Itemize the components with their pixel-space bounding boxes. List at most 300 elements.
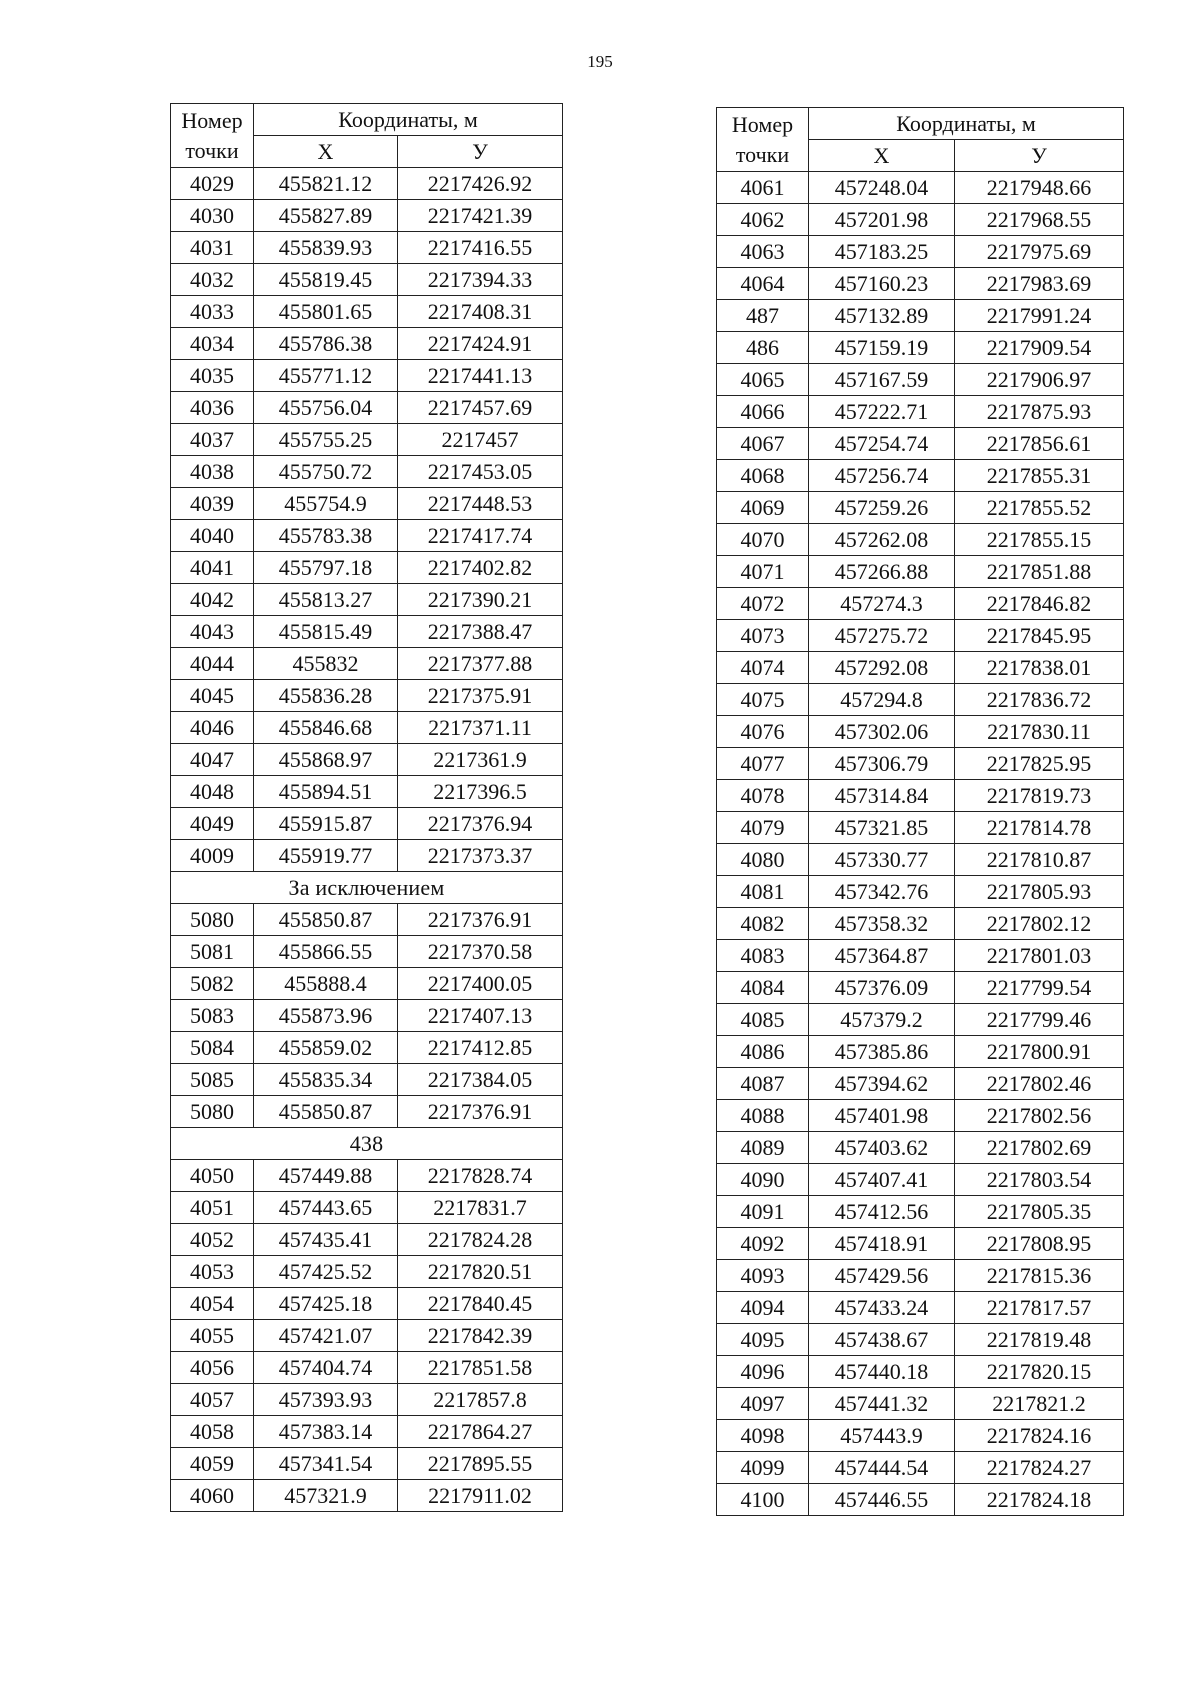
x-coordinate-cell: 455850.87 (254, 904, 398, 936)
point-number-cell: 5080 (171, 1096, 254, 1128)
y-coordinate-cell: 2217805.93 (955, 876, 1124, 908)
table-row (171, 1064, 563, 1096)
table-row (717, 492, 1124, 524)
x-coordinate-cell: 457254.74 (809, 428, 955, 460)
table-row (171, 1192, 563, 1224)
section-title: За исключением (171, 872, 563, 904)
x-coordinate-cell: 455783.38 (254, 520, 398, 552)
y-coordinate-cell: 2217968.55 (955, 204, 1124, 236)
point-number-cell: 4063 (717, 236, 809, 268)
x-coordinate-cell: 455894.51 (254, 776, 398, 808)
x-coordinate-cell: 455750.72 (254, 456, 398, 488)
x-coordinate-cell: 457443.65 (254, 1192, 398, 1224)
point-number-cell: 4099 (717, 1452, 809, 1484)
x-coordinate-cell: 455832 (254, 648, 398, 680)
y-coordinate-cell: 2217376.91 (398, 1096, 563, 1128)
y-coordinate-cell: 2217808.95 (955, 1228, 1124, 1260)
x-coordinate-cell: 455835.34 (254, 1064, 398, 1096)
x-coordinate-cell: 457256.74 (809, 460, 955, 492)
point-number-cell: 4058 (171, 1416, 254, 1448)
point-number-cell: 4044 (171, 648, 254, 680)
y-coordinate-cell: 2217817.57 (955, 1292, 1124, 1324)
x-coordinate-cell: 457364.87 (809, 940, 955, 972)
section-row (171, 1128, 563, 1160)
point-number-cell: 5082 (171, 968, 254, 1000)
table-row (717, 1260, 1124, 1292)
table-row (171, 1352, 563, 1384)
y-coordinate-cell: 2217412.85 (398, 1032, 563, 1064)
point-number-cell: 4079 (717, 812, 809, 844)
y-coordinate-cell: 2217424.91 (398, 328, 563, 360)
point-number-cell: 4098 (717, 1420, 809, 1452)
y-coordinate-cell: 2217384.05 (398, 1064, 563, 1096)
x-coordinate-cell: 455873.96 (254, 1000, 398, 1032)
x-coordinate-cell: 457183.25 (809, 236, 955, 268)
table-row (717, 972, 1124, 1004)
y-coordinate-cell: 2217457.69 (398, 392, 563, 424)
y-coordinate-cell: 2217802.56 (955, 1100, 1124, 1132)
y-coordinate-cell: 2217441.13 (398, 360, 563, 392)
x-coordinate-cell: 455755.25 (254, 424, 398, 456)
table-row (717, 1484, 1124, 1516)
table-row (717, 1388, 1124, 1420)
point-number-cell: 4009 (171, 840, 254, 872)
y-coordinate-cell: 2217836.72 (955, 684, 1124, 716)
point-number-cell: 4034 (171, 328, 254, 360)
x-coordinate-cell: 457266.88 (809, 556, 955, 588)
point-number-cell: 4049 (171, 808, 254, 840)
point-number-cell: 4036 (171, 392, 254, 424)
point-number-cell: 4060 (171, 1480, 254, 1512)
table-row (717, 908, 1124, 940)
table-row (171, 776, 563, 808)
y-coordinate-cell: 2217875.93 (955, 396, 1124, 428)
table-row (717, 236, 1124, 268)
point-number-cell: 4090 (717, 1164, 809, 1196)
x-coordinate-cell: 457425.18 (254, 1288, 398, 1320)
header-x: X (254, 136, 398, 168)
table-row (717, 428, 1124, 460)
x-coordinate-cell: 457379.2 (809, 1004, 955, 1036)
x-coordinate-cell: 457446.55 (809, 1484, 955, 1516)
x-coordinate-cell: 457275.72 (809, 620, 955, 652)
y-coordinate-cell: 2217815.36 (955, 1260, 1124, 1292)
header-coordinates: Координаты, м (254, 104, 563, 136)
table-row (171, 456, 563, 488)
x-coordinate-cell: 457394.62 (809, 1068, 955, 1100)
header-point-line2: точки (735, 141, 790, 167)
table-row (171, 264, 563, 296)
table-row (717, 204, 1124, 236)
point-number-cell: 4084 (717, 972, 809, 1004)
x-coordinate-cell: 457306.79 (809, 748, 955, 780)
x-coordinate-cell: 457358.32 (809, 908, 955, 940)
table-row (717, 300, 1124, 332)
x-coordinate-cell: 457385.86 (809, 1036, 955, 1068)
table-row (171, 712, 563, 744)
x-coordinate-cell: 457449.88 (254, 1160, 398, 1192)
x-coordinate-cell: 457418.91 (809, 1228, 955, 1260)
table-row (171, 904, 563, 936)
table-row (171, 616, 563, 648)
y-coordinate-cell: 2217856.61 (955, 428, 1124, 460)
point-number-cell: 4078 (717, 780, 809, 812)
y-coordinate-cell: 2217838.01 (955, 652, 1124, 684)
point-number-cell: 4040 (171, 520, 254, 552)
point-number-cell: 4085 (717, 1004, 809, 1036)
point-number-cell: 4059 (171, 1448, 254, 1480)
point-number-cell: 4080 (717, 844, 809, 876)
table-row (717, 332, 1124, 364)
table-row (717, 876, 1124, 908)
x-coordinate-cell: 457201.98 (809, 204, 955, 236)
table-row (171, 1288, 563, 1320)
table-row (171, 296, 563, 328)
table-row (171, 232, 563, 264)
x-coordinate-cell: 457314.84 (809, 780, 955, 812)
header-coordinates: Координаты, м (809, 108, 1124, 140)
table-row (717, 748, 1124, 780)
y-coordinate-cell: 2217810.87 (955, 844, 1124, 876)
point-number-cell: 487 (717, 300, 809, 332)
y-coordinate-cell: 2217416.55 (398, 232, 563, 264)
x-coordinate-cell: 457342.76 (809, 876, 955, 908)
x-coordinate-cell: 457403.62 (809, 1132, 955, 1164)
y-coordinate-cell: 2217821.2 (955, 1388, 1124, 1420)
table-row (717, 844, 1124, 876)
table-row (171, 744, 563, 776)
table-row (717, 716, 1124, 748)
y-coordinate-cell: 2217375.91 (398, 680, 563, 712)
table-row (171, 424, 563, 456)
y-coordinate-cell: 2217801.03 (955, 940, 1124, 972)
y-coordinate-cell: 2217457 (398, 424, 563, 456)
x-coordinate-cell: 457330.77 (809, 844, 955, 876)
point-number-cell: 4073 (717, 620, 809, 652)
table-row (171, 584, 563, 616)
y-coordinate-cell: 2217824.27 (955, 1452, 1124, 1484)
table-row (171, 1384, 563, 1416)
y-coordinate-cell: 2217802.69 (955, 1132, 1124, 1164)
point-number-cell: 4038 (171, 456, 254, 488)
table-row (171, 328, 563, 360)
table-row (717, 812, 1124, 844)
y-coordinate-cell: 2217373.37 (398, 840, 563, 872)
point-number-cell: 4092 (717, 1228, 809, 1260)
x-coordinate-cell: 455915.87 (254, 808, 398, 840)
y-coordinate-cell: 2217799.54 (955, 972, 1124, 1004)
table-row (171, 552, 563, 584)
y-coordinate-cell: 2217408.31 (398, 296, 563, 328)
y-coordinate-cell: 2217846.82 (955, 588, 1124, 620)
y-coordinate-cell: 2217825.95 (955, 748, 1124, 780)
table-row (171, 1448, 563, 1480)
point-number-cell: 4082 (717, 908, 809, 940)
point-number-cell: 4064 (717, 268, 809, 300)
y-coordinate-cell: 2217802.46 (955, 1068, 1124, 1100)
y-coordinate-cell: 2217394.33 (398, 264, 563, 296)
x-coordinate-cell: 457443.9 (809, 1420, 955, 1452)
y-coordinate-cell: 2217370.58 (398, 936, 563, 968)
page-number: 195 (587, 52, 613, 71)
point-number-cell: 4070 (717, 524, 809, 556)
y-coordinate-cell: 2217388.47 (398, 616, 563, 648)
point-number-cell: 4046 (171, 712, 254, 744)
table-row (717, 620, 1124, 652)
y-coordinate-cell: 2217805.35 (955, 1196, 1124, 1228)
point-number-cell: 4097 (717, 1388, 809, 1420)
table-row (717, 588, 1124, 620)
y-coordinate-cell: 2217831.7 (398, 1192, 563, 1224)
point-number-cell: 4045 (171, 680, 254, 712)
point-number-cell: 4081 (717, 876, 809, 908)
y-coordinate-cell: 2217376.91 (398, 904, 563, 936)
coordinates-table-right (716, 107, 1124, 1516)
point-number-cell: 4039 (171, 488, 254, 520)
y-coordinate-cell: 2217855.52 (955, 492, 1124, 524)
header-point-line1: Номер (731, 111, 794, 137)
table-row (717, 1164, 1124, 1196)
y-coordinate-cell: 2217417.74 (398, 520, 563, 552)
x-coordinate-cell: 457321.85 (809, 812, 955, 844)
point-number-cell: 4091 (717, 1196, 809, 1228)
x-coordinate-cell: 457440.18 (809, 1356, 955, 1388)
table-row (171, 1416, 563, 1448)
table-row (171, 1000, 563, 1032)
table-row (717, 780, 1124, 812)
point-number-cell: 4030 (171, 200, 254, 232)
table-row (171, 680, 563, 712)
point-number-cell: 486 (717, 332, 809, 364)
point-number-cell: 4062 (717, 204, 809, 236)
section-title: 438 (171, 1128, 563, 1160)
header-point-line2: точки (185, 137, 239, 163)
x-coordinate-cell: 455813.27 (254, 584, 398, 616)
y-coordinate-cell: 2217906.97 (955, 364, 1124, 396)
table-row (717, 1068, 1124, 1100)
table-row (717, 396, 1124, 428)
table-row (717, 1324, 1124, 1356)
x-coordinate-cell: 457302.06 (809, 716, 955, 748)
y-coordinate-cell: 2217895.55 (398, 1448, 563, 1480)
table-row (717, 1228, 1124, 1260)
point-number-cell: 4037 (171, 424, 254, 456)
point-number-cell: 4089 (717, 1132, 809, 1164)
x-coordinate-cell: 455756.04 (254, 392, 398, 424)
table-row (717, 524, 1124, 556)
point-number-cell: 4068 (717, 460, 809, 492)
x-coordinate-cell: 455821.12 (254, 168, 398, 200)
table-row (171, 1480, 563, 1512)
point-number-cell: 4041 (171, 552, 254, 584)
point-number-cell: 4093 (717, 1260, 809, 1292)
x-coordinate-cell: 455868.97 (254, 744, 398, 776)
x-coordinate-cell: 455786.38 (254, 328, 398, 360)
table-row (717, 940, 1124, 972)
table-row (717, 556, 1124, 588)
x-coordinate-cell: 457433.24 (809, 1292, 955, 1324)
x-coordinate-cell: 457259.26 (809, 492, 955, 524)
x-coordinate-cell: 455771.12 (254, 360, 398, 392)
header-point-number (717, 108, 809, 172)
x-coordinate-cell: 455859.02 (254, 1032, 398, 1064)
point-number-cell: 4048 (171, 776, 254, 808)
table-row (717, 364, 1124, 396)
point-number-cell: 4095 (717, 1324, 809, 1356)
x-coordinate-cell: 457421.07 (254, 1320, 398, 1352)
point-number-cell: 4086 (717, 1036, 809, 1068)
table-row (171, 1320, 563, 1352)
y-coordinate-cell: 2217842.39 (398, 1320, 563, 1352)
table-row (717, 268, 1124, 300)
table-row (171, 168, 563, 200)
point-number-cell: 4043 (171, 616, 254, 648)
point-number-cell: 4087 (717, 1068, 809, 1100)
table-row (171, 520, 563, 552)
point-number-cell: 5085 (171, 1064, 254, 1096)
point-number-cell: 4083 (717, 940, 809, 972)
x-coordinate-cell: 457321.9 (254, 1480, 398, 1512)
y-coordinate-cell: 2217396.5 (398, 776, 563, 808)
y-coordinate-cell: 2217820.51 (398, 1256, 563, 1288)
point-number-cell: 4035 (171, 360, 254, 392)
table-row (171, 1256, 563, 1288)
coordinates-table-left (170, 103, 563, 1512)
x-coordinate-cell: 457160.23 (809, 268, 955, 300)
table-row (717, 1420, 1124, 1452)
x-coordinate-cell: 457438.67 (809, 1324, 955, 1356)
x-coordinate-cell: 457292.08 (809, 652, 955, 684)
y-coordinate-cell: 2217830.11 (955, 716, 1124, 748)
x-coordinate-cell: 455801.65 (254, 296, 398, 328)
table-row (717, 1132, 1124, 1164)
table-row (171, 488, 563, 520)
point-number-cell: 4072 (717, 588, 809, 620)
x-coordinate-cell: 457407.41 (809, 1164, 955, 1196)
y-coordinate-cell: 2217819.73 (955, 780, 1124, 812)
y-coordinate-cell: 2217819.48 (955, 1324, 1124, 1356)
point-number-cell: 4088 (717, 1100, 809, 1132)
x-coordinate-cell: 457401.98 (809, 1100, 955, 1132)
x-coordinate-cell: 457383.14 (254, 1416, 398, 1448)
y-coordinate-cell: 2217840.45 (398, 1288, 563, 1320)
point-number-cell: 4069 (717, 492, 809, 524)
table-row (717, 1356, 1124, 1388)
y-coordinate-cell: 2217820.15 (955, 1356, 1124, 1388)
x-coordinate-cell: 455754.9 (254, 488, 398, 520)
header-point-number (171, 104, 254, 168)
table-row (171, 968, 563, 1000)
point-number-cell: 5084 (171, 1032, 254, 1064)
x-coordinate-cell: 457222.71 (809, 396, 955, 428)
point-number-cell: 4094 (717, 1292, 809, 1324)
x-coordinate-cell: 455797.18 (254, 552, 398, 584)
point-number-cell: 5083 (171, 1000, 254, 1032)
point-number-cell: 5081 (171, 936, 254, 968)
point-number-cell: 4074 (717, 652, 809, 684)
table-row (171, 1096, 563, 1128)
y-coordinate-cell: 2217390.21 (398, 584, 563, 616)
table-row (171, 936, 563, 968)
y-coordinate-cell: 2217851.58 (398, 1352, 563, 1384)
point-number-cell: 5080 (171, 904, 254, 936)
y-coordinate-cell: 2217407.13 (398, 1000, 563, 1032)
table-row (717, 652, 1124, 684)
y-coordinate-cell: 2217864.27 (398, 1416, 563, 1448)
table-row (717, 1196, 1124, 1228)
y-coordinate-cell: 2217802.12 (955, 908, 1124, 940)
x-coordinate-cell: 455846.68 (254, 712, 398, 744)
x-coordinate-cell: 455839.93 (254, 232, 398, 264)
y-coordinate-cell: 2217803.54 (955, 1164, 1124, 1196)
y-coordinate-cell: 2217857.8 (398, 1384, 563, 1416)
y-coordinate-cell: 2217426.92 (398, 168, 563, 200)
x-coordinate-cell: 457393.93 (254, 1384, 398, 1416)
point-number-cell: 4050 (171, 1160, 254, 1192)
table-row (717, 460, 1124, 492)
table-row (717, 684, 1124, 716)
x-coordinate-cell: 457444.54 (809, 1452, 955, 1484)
y-coordinate-cell: 2217824.18 (955, 1484, 1124, 1516)
y-coordinate-cell: 2217421.39 (398, 200, 563, 232)
table-row (171, 808, 563, 840)
x-coordinate-cell: 457412.56 (809, 1196, 955, 1228)
table-row (717, 1292, 1124, 1324)
table-row (171, 1032, 563, 1064)
point-number-cell: 4047 (171, 744, 254, 776)
point-number-cell: 4032 (171, 264, 254, 296)
header-x: X (809, 140, 955, 172)
x-coordinate-cell: 457159.19 (809, 332, 955, 364)
section-row (171, 872, 563, 904)
x-coordinate-cell: 457248.04 (809, 172, 955, 204)
x-coordinate-cell: 455919.77 (254, 840, 398, 872)
x-coordinate-cell: 455815.49 (254, 616, 398, 648)
y-coordinate-cell: 2217828.74 (398, 1160, 563, 1192)
point-number-cell: 4055 (171, 1320, 254, 1352)
table-row (171, 200, 563, 232)
point-number-cell: 4056 (171, 1352, 254, 1384)
point-number-cell: 4096 (717, 1356, 809, 1388)
header-point-line1: Номер (181, 107, 243, 133)
header-y: У (398, 136, 563, 168)
point-number-cell: 4057 (171, 1384, 254, 1416)
y-coordinate-cell: 2217453.05 (398, 456, 563, 488)
y-coordinate-cell: 2217799.46 (955, 1004, 1124, 1036)
point-number-cell: 4061 (717, 172, 809, 204)
point-number-cell: 4051 (171, 1192, 254, 1224)
y-coordinate-cell: 2217448.53 (398, 488, 563, 520)
point-number-cell: 4077 (717, 748, 809, 780)
table-row (171, 840, 563, 872)
x-coordinate-cell: 455850.87 (254, 1096, 398, 1128)
x-coordinate-cell: 457274.3 (809, 588, 955, 620)
point-number-cell: 4066 (717, 396, 809, 428)
x-coordinate-cell: 457441.32 (809, 1388, 955, 1420)
point-number-cell: 4052 (171, 1224, 254, 1256)
y-coordinate-cell: 2217948.66 (955, 172, 1124, 204)
y-coordinate-cell: 2217400.05 (398, 968, 563, 1000)
point-number-cell: 4065 (717, 364, 809, 396)
x-coordinate-cell: 455819.45 (254, 264, 398, 296)
x-coordinate-cell: 457294.8 (809, 684, 955, 716)
point-number-cell: 4033 (171, 296, 254, 328)
x-coordinate-cell: 457404.74 (254, 1352, 398, 1384)
table-row (717, 1100, 1124, 1132)
y-coordinate-cell: 2217814.78 (955, 812, 1124, 844)
table-row (171, 1224, 563, 1256)
y-coordinate-cell: 2217855.31 (955, 460, 1124, 492)
